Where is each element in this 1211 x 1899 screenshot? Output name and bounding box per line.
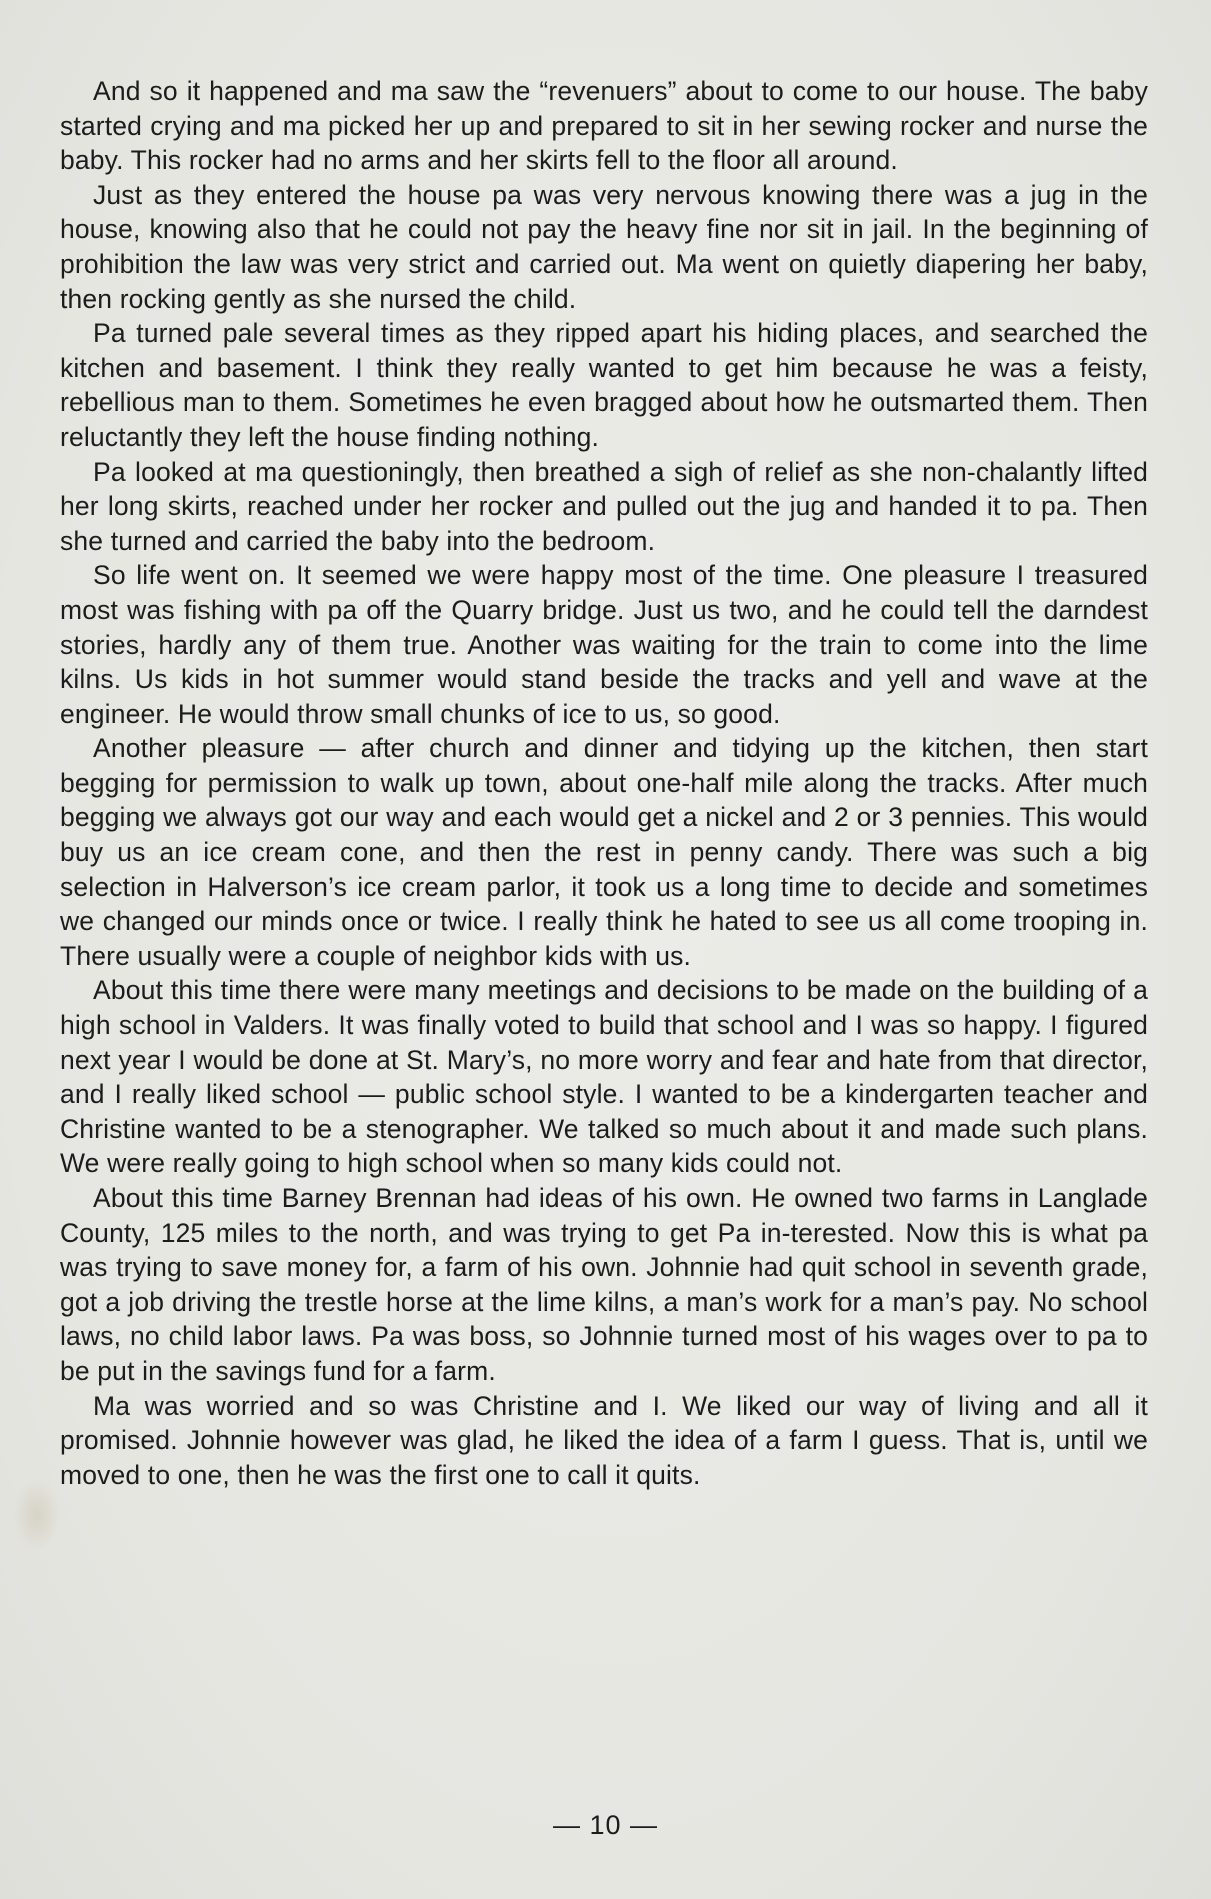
- paragraph: About this time Barney Brennan had ideas of his own. He owned two farms in Langlade County, 125 miles to the north, and was trying to get Pa in-terested. Now this is what pa was trying to save money for, a farm of his own. Johnnie had quit school in seventh grade, got a job driving the trestle horse at the lime kilns, a man’s work for a man’s pay. No school laws, no child labor laws. Pa was boss, so Johnnie turned most of his wages over to pa to be put in the savings fund for a farm.: [60, 1183, 1148, 1386]
- paragraph: And so it happened and ma saw the “revenuers” about to come to our house. The baby started crying and ma picked her up and prepared to sit in her sewing rocker and nurse the baby. This rocker had no arms and her skirts fell to the floor all around.: [60, 76, 1148, 176]
- paragraph: Pa looked at ma questioningly, then breathed a sigh of relief as she non-chalantly lifted her long skirts, reached under her rocker and pulled out the jug and handed it to pa. Then she turned and carried the baby into the bedroom.: [60, 456, 1148, 556]
- paragraph: So life went on. It seemed we were happy most of the time. One pleasure I treasured most was fishing with pa off the Quarry bridge. Just us two, and he could tell the darndest stories, hardly any of them true. Another was waiting for the train to come into the lime kilns. Us kids in hot summer would stand beside the tracks and yell and wave at the engineer. He would throw small chunks of ice to us, so good.: [60, 560, 1148, 729]
- paragraph: Another pleasure — after church and dinner and tidying up the kitchen, then start begging for permission to walk up town, about one-half mile along the tracks. After much begging we always got our way and each would get a nickel and 2 or 3 pennies. This would buy us an ice cream cone, and then the rest in penny candy. There was such a big selection in Halverson’s ice cream parlor, it took us a long time to decide and sometimes we changed our minds once or twice. I really think he hated to see us all come trooping in. There usually were a couple of neighbor kids with us.: [60, 733, 1148, 971]
- page-number: — 10 —: [552, 1810, 659, 1840]
- paragraph: Just as they entered the house pa was very nervous knowing there was a jug in the house, knowing also that he could not pay the heavy fine nor sit in jail. In the beginning of prohibition the law was very strict and carried out. Ma went on quietly diapering her baby, then rocking gently as she nursed the child.: [60, 179, 1148, 314]
- body-text: [60, 74, 1148, 1492]
- paper-stain: [14, 1480, 60, 1550]
- paragraph: Pa turned pale several times as they ripped apart his hiding places, and searched the kitchen and basement. I think they really wanted to get him because he was a feisty, rebellious man to them. Sometimes he even bragged about how he outsmarted them. Then reluctantly they left the house finding nothing.: [60, 318, 1148, 452]
- paragraph: About this time there were many meetings and decisions to be made on the building of a high school in Valders. It was finally voted to build that school and I was so happy. I figured next year I would be done at St. Mary’s, no more worry and fear and hate from that director, and I really liked school — public school style. I wanted to be a kindergarten teacher and Christine wanted to be a stenographer. We talked so much about it and made such plans. We were really going to high school when so many kids could not.: [60, 975, 1148, 1179]
- paragraph: Ma was worried and so was Christine and I. We liked our way of living and all it promised. Johnnie however was glad, he liked the idea of a farm I guess. That is, until we moved to one, then he was the first one to call it quits.: [60, 1390, 1148, 1490]
